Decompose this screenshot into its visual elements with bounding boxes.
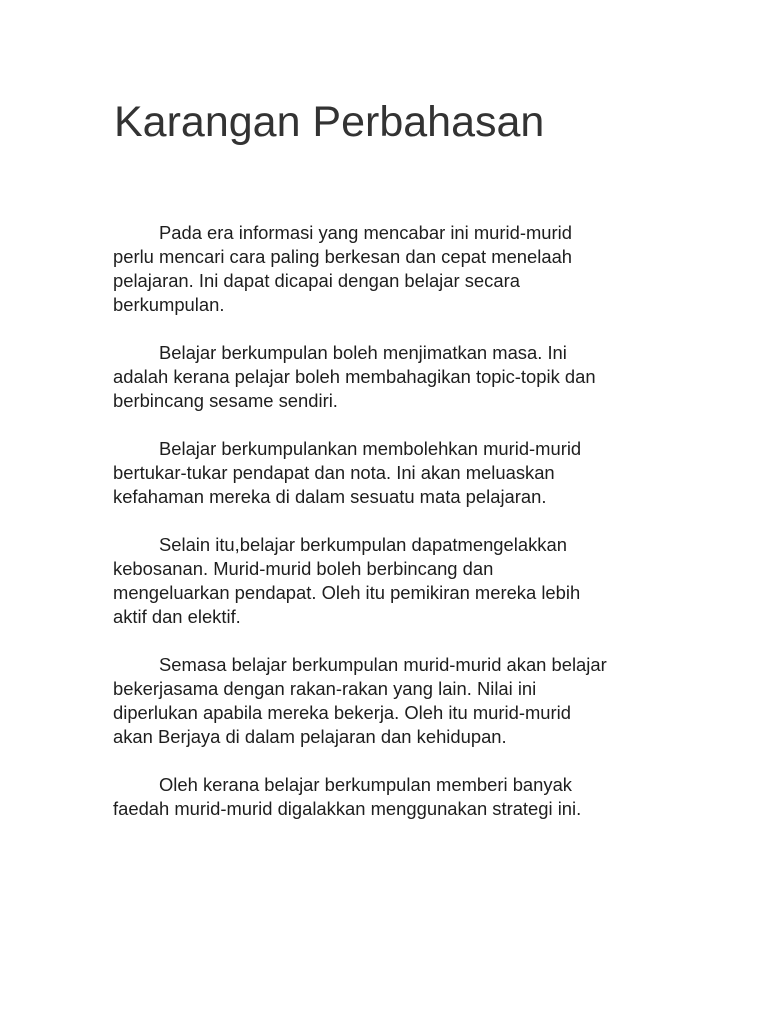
paragraph-5 [113, 653, 673, 749]
paragraph-line: berkumpulan. [113, 294, 225, 315]
paragraph-line: berbincang sesame sendiri. [113, 390, 338, 411]
paragraph-1 [113, 221, 673, 317]
paragraph-line: kefahaman mereka di dalam sesuatu mata pelajaran. [113, 486, 547, 507]
paragraph-line: pelajaran. Ini dapat dicapai dengan belajar secara [113, 270, 520, 291]
paragraph-line: Oleh kerana belajar berkumpulan memberi banyak [159, 774, 572, 795]
paragraph-line: adalah kerana pelajar boleh membahagikan topic-topik dan [113, 366, 596, 387]
paragraph-line: mengeluarkan pendapat. Oleh itu pemikiran mereka lebih [113, 582, 581, 603]
paragraph-line: Belajar berkumpulankan membolehkan murid-murid [159, 438, 582, 459]
paragraph-line: Pada era informasi yang mencabar ini murid-murid [159, 222, 572, 243]
paragraph-4 [113, 533, 673, 629]
paragraph-line: bekerjasama dengan rakan-rakan yang lain. Nilai ini [113, 678, 537, 699]
paragraph-6 [113, 773, 673, 821]
document-title: Karangan Perbahasan [114, 98, 545, 146]
paragraph-line: Semasa belajar berkumpulan murid-murid akan belajar [159, 654, 607, 675]
paragraph-line: aktif dan elektif. [113, 606, 241, 627]
document-body [113, 221, 673, 845]
paragraph-line: Belajar berkumpulan boleh menjimatkan masa. Ini [159, 342, 567, 363]
paragraph-line: Selain itu,belajar berkumpulan dapatmengelakkan [159, 534, 567, 555]
paragraph-line: akan Berjaya di dalam pelajaran dan kehidupan. [113, 726, 507, 747]
paragraph-line: perlu mencari cara paling berkesan dan cepat menelaah [113, 246, 573, 267]
paragraph-line: bertukar-tukar pendapat dan nota. Ini akan meluaskan [113, 462, 555, 483]
paragraph-3 [113, 437, 673, 509]
paragraph-line: kebosanan. Murid-murid boleh berbincang dan [113, 558, 494, 579]
paragraph-line: faedah murid-murid digalakkan menggunakan strategi ini. [113, 798, 582, 819]
paragraph-2 [113, 341, 673, 413]
paragraph-line: diperlukan apabila mereka bekerja. Oleh itu murid-murid [113, 702, 571, 723]
